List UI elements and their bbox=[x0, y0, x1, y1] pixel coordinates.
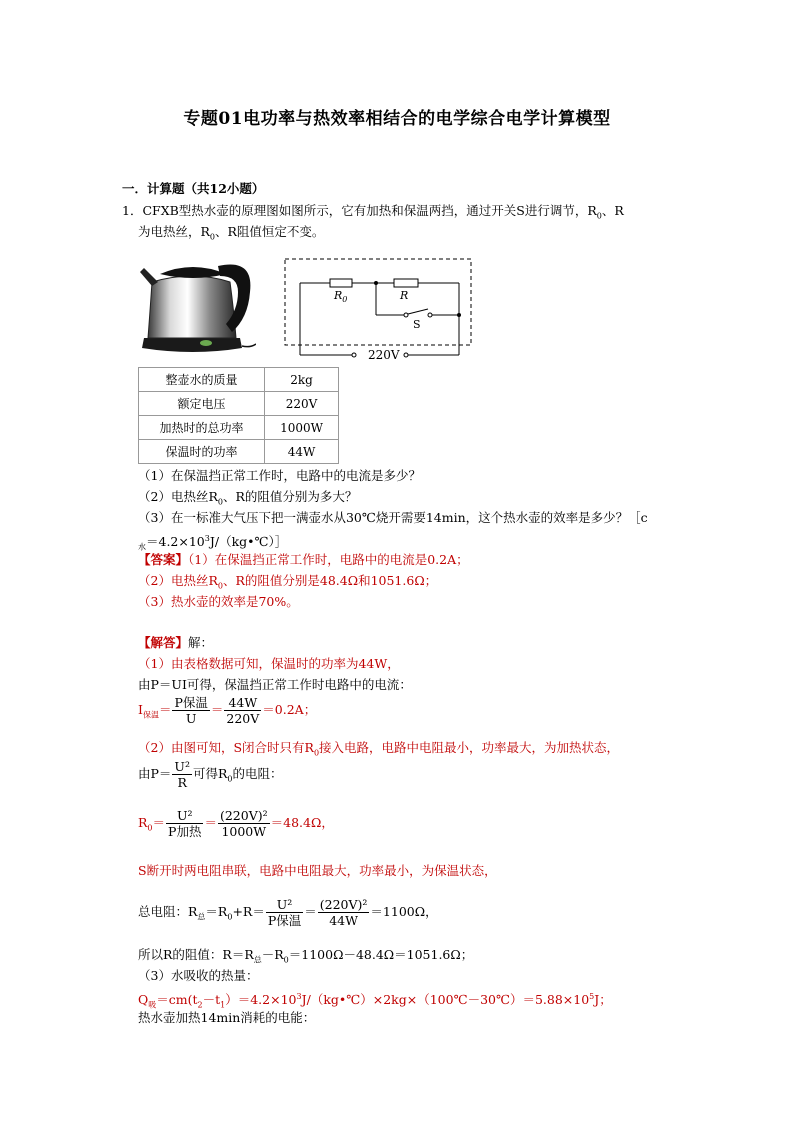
circuit-diagram bbox=[282, 256, 474, 366]
answer-line-2: （2）电热丝$R_0$、R的阻值分别是48.4Ω和1051.6Ω； bbox=[138, 573, 438, 591]
sub-question-1: （1）在保温挡正常工作时，电路中的电流是多少？ bbox=[138, 468, 421, 483]
solution-step-7: S断开时两电阻串联，电路中电阻最大，功率最小，为保温状态， bbox=[138, 863, 497, 878]
solution-label: 【解答】解： bbox=[138, 635, 214, 650]
solution-step-1: （1）由表格数据可知，保温时的功率为44W， bbox=[138, 656, 400, 671]
sub-question-3: （3）在一标准大气压下把一满壶水从30℃烧开需要14min，这个热水壶的效率是多少？［c bbox=[138, 510, 648, 525]
kettle-image bbox=[138, 252, 256, 360]
r-label: R bbox=[400, 289, 409, 302]
sub-question-2: （2）电热丝$R_0$、R的阻值分别为多大？ bbox=[138, 489, 358, 507]
table-row: 加热时的总功率 1000W bbox=[139, 416, 339, 440]
switch-label: S bbox=[413, 318, 421, 331]
r0-label: $R_0$ bbox=[334, 289, 348, 305]
formula-total-resistance: 总电阻：$R_总=R_0+R=$ $\frac{\text{U²}}{\text{P保温}}$ ＝ $\frac{\text{(220V)²}}{44W}$ ＝1100Ω， bbox=[138, 897, 438, 928]
formula-current: $I_{保温}=$ $\frac{\text{P保温}}{U}$ ＝ $\frac{44W}{220V}$ ＝0.2A； bbox=[138, 695, 317, 726]
section-heading: 一．计算题（共12小题） bbox=[122, 181, 265, 196]
solution-step-9: 所以R的阻值：$R=R_总-R_0=1100\Omega-48.4\Omega=1051.6\Omega$； bbox=[138, 947, 474, 965]
answer-line-1: 【答案】（1）在保温挡正常工作时，电路中的电流是0.2A； bbox=[138, 552, 469, 567]
solution-step-4: （2）由图可知，S闭合时只有$R_0$接入电路，电路中电阻最小，功率最大，为加热状态， bbox=[138, 740, 620, 758]
table-row: 额定电压 220V bbox=[139, 392, 339, 416]
table-row: 保温时的功率 44W bbox=[139, 440, 339, 464]
solution-step-2: 由P＝UI可得，保温挡正常工作时电路中的电流： bbox=[138, 677, 412, 692]
solution-step-10: （3）水吸收的热量： bbox=[138, 968, 259, 983]
question-line-1: 1．CFXB型热水壶的原理图如图所示，它有加热和保温两挡，通过开关S进行调节，$R_0$、R bbox=[122, 203, 624, 221]
formula-r0: $R_0=$ $\frac{\text{U²}}{\text{P加热}}$ ＝ $\frac{\text{(220V)²}}{1000W}$ ＝48.4Ω， bbox=[138, 808, 334, 839]
answer-line-3: （3）热水壶的效率是70%。 bbox=[138, 594, 299, 609]
solution-step-12: 热水壶加热14min消耗的电能： bbox=[138, 1010, 316, 1025]
solution-step-11: $Q_吸=cm(t_2-t_1)=4.2\times 10^3J/(kg•℃)\times 2kg\times(100℃-30℃)=5.88\times 10^5J$； bbox=[138, 992, 612, 1010]
spec-table bbox=[138, 367, 339, 464]
page-title: 专题01电功率与热效率相结合的电学综合电学计算模型 bbox=[183, 109, 611, 129]
question-line-2: 为电热丝，$R_0$、R阻值恒定不变。 bbox=[138, 224, 325, 242]
formula-power: 由P＝ $\frac{\text{U²}}{R}$ 可得$R_0$的电阻： bbox=[138, 759, 283, 790]
table-row: 整壶水的质量 2kg bbox=[139, 368, 339, 392]
voltage-label: 220V bbox=[368, 348, 400, 362]
sub-question-3-cont: $_水=4.2\times 10^3J/(kg•℃)]$ bbox=[138, 534, 288, 552]
